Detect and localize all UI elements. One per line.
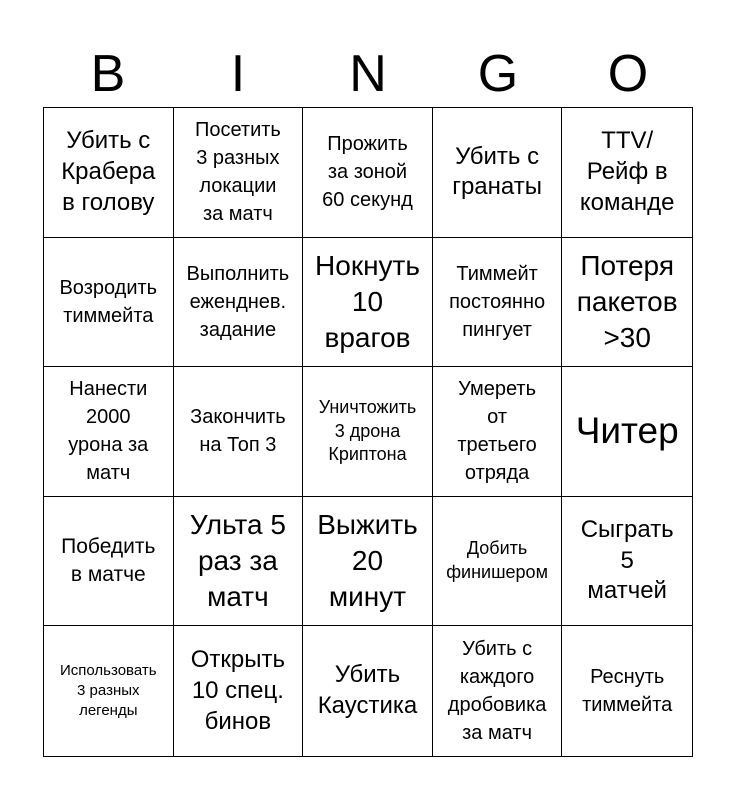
bingo-cell-r3c5[interactable]: Читер <box>562 367 692 497</box>
bingo-cell-r2c5[interactable]: Потеря пакетов >30 <box>562 238 692 368</box>
bingo-cell-r1c5[interactable]: TTV/ Рейф в команде <box>562 108 692 238</box>
bingo-cell-r4c5[interactable]: Сыграть 5 матчей <box>562 497 692 627</box>
bingo-cell-r2c3[interactable]: Нокнуть 10 врагов <box>303 238 433 368</box>
bingo-cell-r1c4[interactable]: Убить с гранаты <box>433 108 563 238</box>
header-letter-b: B <box>90 45 126 103</box>
bingo-cell-r5c5[interactable]: Реснуть тиммейта <box>582 666 673 717</box>
bingo-cell-r1c2[interactable]: Посетить 3 разных локации за матч <box>174 108 304 238</box>
bingo-cell-r4c1[interactable]: Победить в матче <box>44 497 174 627</box>
bingo-cell-r5c4[interactable]: Убить с каждого дробовика за матч <box>433 626 563 756</box>
bingo-cell-r5c2[interactable]: Открыть 10 спец. бинов <box>174 626 304 756</box>
header-letter-g: G <box>477 45 519 103</box>
bingo-cell-r1c1[interactable]: Убить с Крабера в голову <box>44 108 174 238</box>
bingo-cell-r4c4[interactable]: Добить финишером <box>433 497 563 627</box>
bingo-cell-r2c2[interactable]: Выполнить еженднев. задание <box>174 238 304 368</box>
bingo-cell-r3c1[interactable]: Нанести 2000 урона за матч <box>44 367 174 497</box>
bingo-cell-r1c3[interactable]: Прожить за зоной 60 секунд <box>303 108 433 238</box>
bingo-cell-r4c3[interactable]: Выжить 20 минут <box>303 497 433 627</box>
bingo-header <box>43 40 693 108</box>
bingo-board <box>43 107 693 757</box>
header-letter-n: N <box>349 45 387 103</box>
bingo-cell-r3c2[interactable]: Закончить на Топ 3 <box>174 367 304 497</box>
header-letter-i: I <box>230 45 246 103</box>
bingo-cell-r4c2[interactable]: Ульта 5 раз за матч <box>174 497 304 627</box>
bingo-cell-r3c3[interactable]: Уничтожить 3 дрона Криптона <box>303 367 433 497</box>
header-letter-o: O <box>607 45 649 103</box>
bingo-cell-r5c1[interactable]: Использовать 3 разных легенды <box>44 626 174 756</box>
bingo-cell-r5c3[interactable]: Убить Каустика <box>303 626 433 756</box>
bingo-cell-r2c1[interactable]: Возродить тиммейта <box>44 238 174 368</box>
bingo-cell-r3c4[interactable]: Умереть от третьего отряда <box>433 367 563 497</box>
bingo-cell-r2c4[interactable]: Тиммейт постоянно пингует <box>433 238 563 368</box>
